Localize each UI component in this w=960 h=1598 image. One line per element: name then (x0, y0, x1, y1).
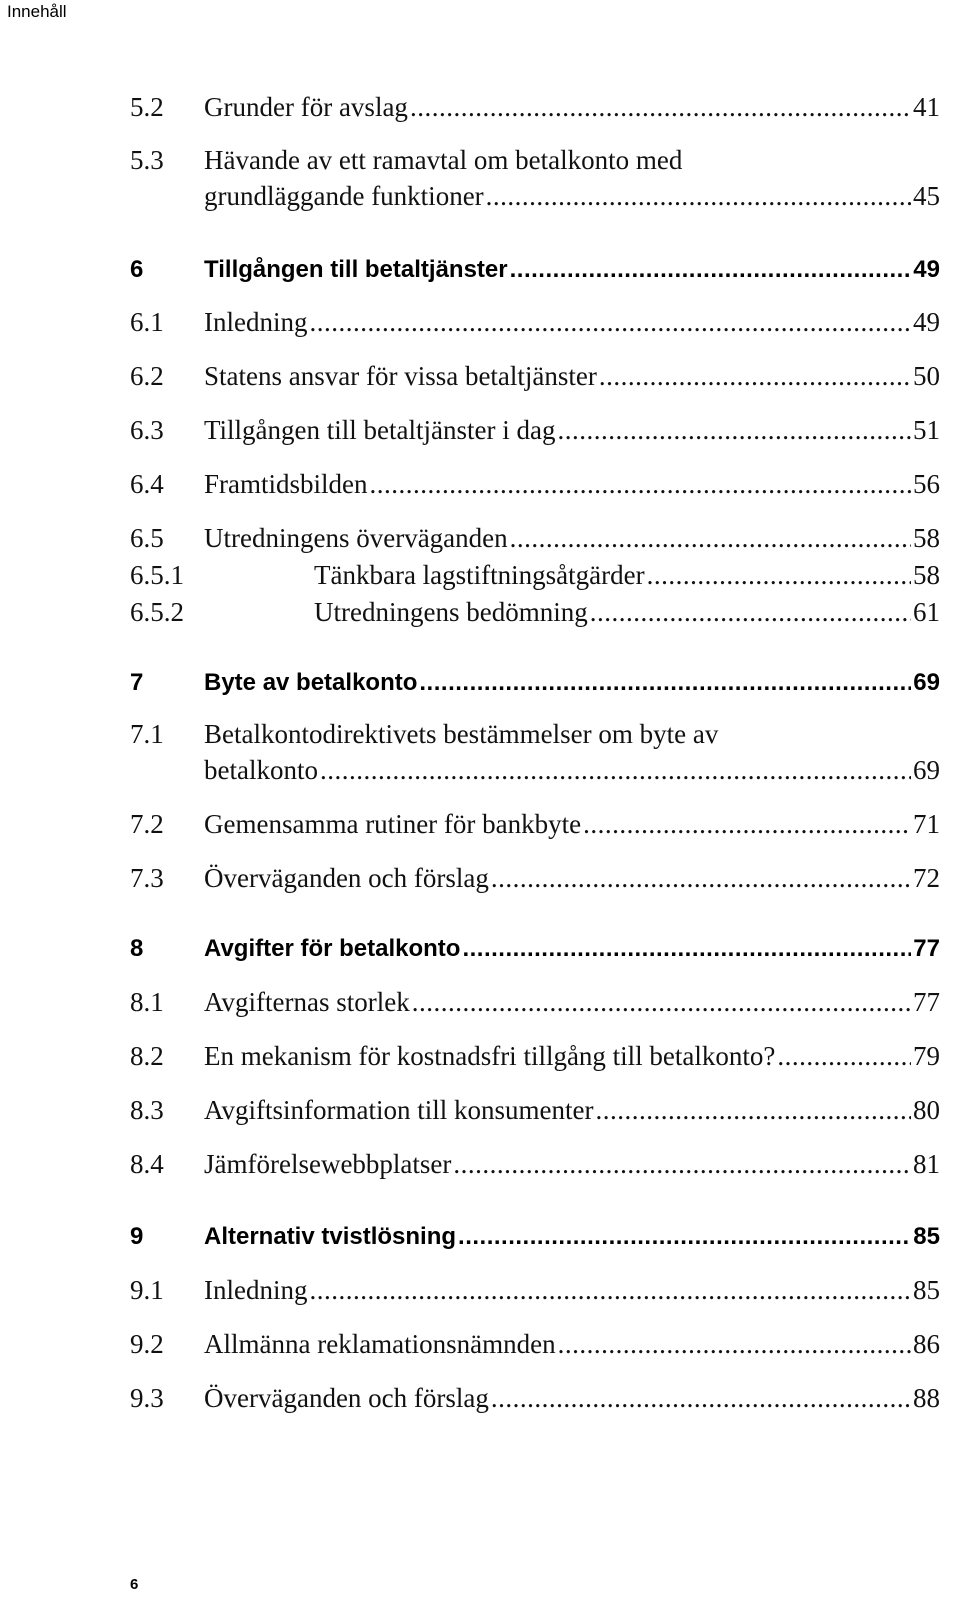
toc-number: 5.3 (130, 145, 164, 175)
toc-page: 58 (913, 560, 940, 590)
toc-leader (595, 1092, 911, 1128)
toc-leader (309, 304, 911, 340)
toc-leader (510, 520, 911, 556)
toc-title: Statens ansvar för vissa betaltjänster (204, 361, 597, 391)
toc-page: 58 (913, 523, 940, 553)
running-header: Innehåll (7, 2, 67, 21)
toc-number: 8 (130, 935, 144, 962)
toc-page: 72 (913, 863, 940, 893)
toc-page: 50 (913, 361, 940, 391)
toc-page: 45 (913, 181, 940, 211)
toc-title: Inledning (204, 1275, 308, 1305)
toc-number: 9.2 (130, 1329, 164, 1359)
toc-page: 79 (913, 1041, 940, 1071)
toc-page: 51 (913, 415, 940, 445)
toc-title: Överväganden och förslag (204, 863, 489, 893)
toc-number: 7.3 (130, 863, 164, 893)
toc-number: 7 (130, 669, 144, 696)
toc-number: 8.3 (130, 1095, 164, 1125)
page-number: 6 (130, 1576, 139, 1593)
toc-page: 49 (913, 307, 940, 337)
toc-number: 5.2 (130, 92, 164, 122)
toc-page: 69 (913, 669, 940, 696)
toc-page: 85 (913, 1275, 940, 1305)
toc-leader (647, 557, 911, 593)
toc-title: Utredningens bedömning (314, 597, 588, 627)
toc-leader (491, 860, 911, 896)
toc-number: 9.1 (130, 1275, 164, 1305)
toc-leader (462, 931, 911, 967)
toc-number: 7.1 (130, 719, 164, 749)
toc-title: Avgiftsinformation till konsumenter (204, 1095, 594, 1125)
toc-number: 8.4 (130, 1149, 164, 1179)
toc-leader (557, 412, 911, 448)
toc-title: Avgifternas storlek (204, 987, 410, 1017)
toc-number: 6.5 (130, 523, 164, 553)
toc-leader (320, 752, 911, 788)
toc-leader (453, 1146, 911, 1182)
toc-number: 6.5.2 (130, 597, 184, 627)
toc-title: En mekanism för kostnadsfri tillgång till betalkonto? (204, 1041, 776, 1071)
toc-title-line1: Betalkontodirektivets bestämmelser om byte av (204, 719, 719, 749)
toc-title: Allmänna reklamationsnämnden (204, 1329, 556, 1359)
toc-page: 81 (913, 1149, 940, 1179)
toc-title: Alternativ tvistlösning (204, 1223, 457, 1250)
toc-title: grundläggande funktioner (204, 181, 484, 211)
toc-number: 6.5.1 (130, 560, 184, 590)
toc-title: Gemensamma rutiner för bankbyte (204, 809, 582, 839)
toc-leader (458, 1219, 911, 1255)
toc-number: 6.3 (130, 415, 164, 445)
toc-leader (510, 252, 912, 288)
toc-number: 6 (130, 256, 144, 283)
toc-page: 71 (913, 809, 940, 839)
toc-number: 9 (130, 1223, 144, 1250)
toc-number: 6.4 (130, 469, 164, 499)
toc-page: 80 (913, 1095, 940, 1125)
toc-leader (558, 1326, 911, 1362)
toc-leader (599, 358, 911, 394)
toc-leader (419, 665, 911, 701)
toc-page: 88 (913, 1383, 940, 1413)
toc-leader (491, 1380, 911, 1416)
toc-number: 8.2 (130, 1041, 164, 1071)
toc-leader (309, 1272, 911, 1308)
toc-leader (370, 466, 912, 502)
toc-leader (777, 1038, 911, 1074)
toc-page: 86 (913, 1329, 940, 1359)
toc-title: Grunder för avslag (204, 92, 408, 122)
toc-page: 85 (913, 1223, 940, 1250)
toc-title: Tänkbara lagstiftningsåtgärder (314, 560, 645, 590)
toc-leader (412, 984, 911, 1020)
toc-page: 77 (913, 987, 940, 1017)
toc-title: Tillgången till betaltjänster i dag (204, 415, 556, 445)
toc-leader (590, 594, 911, 630)
toc-leader (410, 89, 911, 125)
toc-page: 56 (913, 469, 940, 499)
toc-title: Framtidsbilden (204, 469, 368, 499)
toc-page: 41 (913, 92, 940, 122)
toc-page: 77 (913, 935, 940, 962)
toc-title: Jämförelsewebbplatser (204, 1149, 452, 1179)
toc-title: Byte av betalkonto (204, 669, 418, 696)
toc-leader (486, 178, 911, 214)
toc-number: 6.1 (130, 307, 164, 337)
toc-title: Överväganden och förslag (204, 1383, 489, 1413)
toc-title: Utredningens överväganden (204, 523, 508, 553)
toc-number: 9.3 (130, 1383, 164, 1413)
toc-page: 49 (913, 256, 940, 283)
toc-title: betalkonto (204, 755, 318, 785)
toc-number: 8.1 (130, 987, 164, 1017)
toc-title-line1: Hävande av ett ramavtal om betalkonto med (204, 145, 683, 175)
toc-title: Inledning (204, 307, 308, 337)
toc-number: 7.2 (130, 809, 164, 839)
toc-page: 61 (913, 597, 940, 627)
toc-title: Tillgången till betaltjänster (204, 256, 508, 283)
toc-leader (583, 806, 911, 842)
toc-number: 6.2 (130, 361, 164, 391)
toc-page: 69 (913, 755, 940, 785)
toc-title: Avgifter för betalkonto (204, 935, 461, 962)
